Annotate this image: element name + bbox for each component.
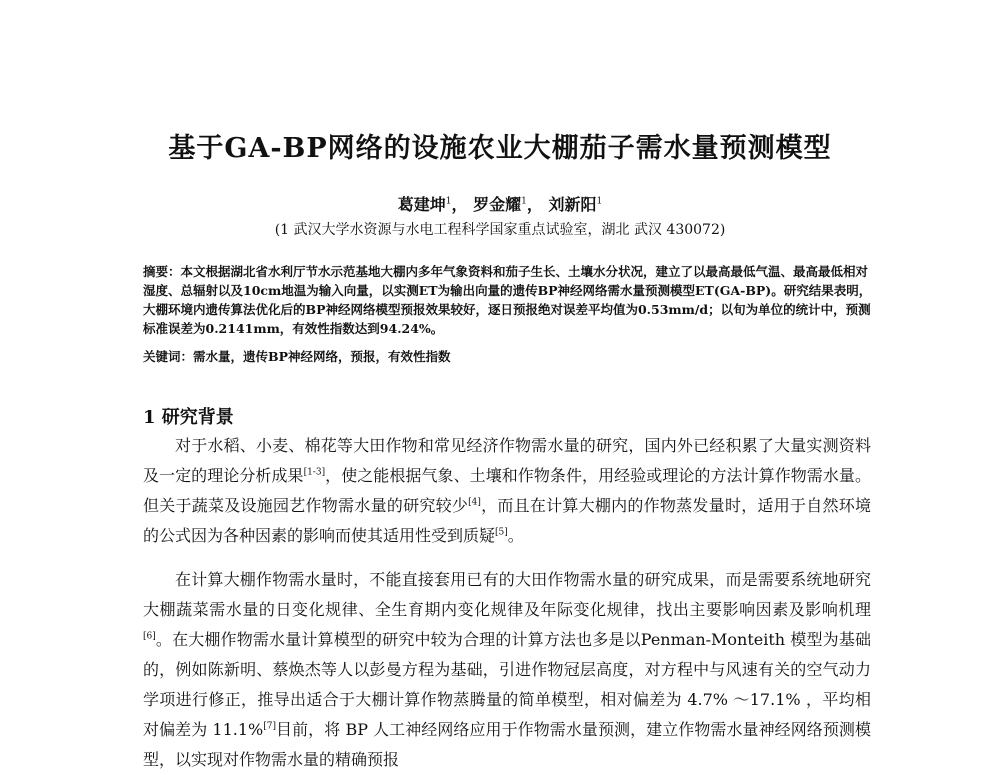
abstract-label: 摘要： xyxy=(143,264,181,279)
body-paragraph xyxy=(143,431,871,551)
author-separator: ， xyxy=(451,195,468,214)
affiliation-marker: 1 xyxy=(445,196,452,207)
citation-ref: [5] xyxy=(495,527,508,538)
abstract-text: 本文根据湖北省水利厅节水示范基地大棚内多年气象资料和茄子生长、土壤水分状况，建立了以最高最低气温、最高最低相对湿度、总辐射以及10cm地温为输入向量，以实测ET为输出向量的遗传BP神经网络需水量预测模型ET(GA-BP)。研究结果表明，大棚环境内遗传算法优化后的BP神经网络模型预报效果较好，逐日预报绝对误差平均值为0.53mm/d；以旬为单位的统计中，预测标准误差为0.2141mm，有效性指数达到94.24%。 xyxy=(143,264,872,336)
affiliation-marker: 1 xyxy=(521,196,527,207)
author-name: 葛建坤 xyxy=(397,195,446,214)
paragraph-text: 。 xyxy=(507,526,524,545)
body-paragraph xyxy=(143,565,871,775)
paragraph-text: 目前，将 BP 人工神经网络应用于作物需水量预测，建立作物需水量神经网络预测模型，以实现对作物需水量的精确预报 xyxy=(143,720,871,769)
abstract xyxy=(143,262,873,338)
author-separator: ， xyxy=(526,195,543,214)
author-list xyxy=(0,192,1000,215)
section-heading: 1 研究背景 xyxy=(143,407,234,428)
paragraph-text: 。在大棚作物需水量计算模型的研究中较为合理的计算方法也多是以Penman-Monteith 模型为基础的，例如陈新明、蔡焕杰等人以彭曼方程为基础，引进作物冠层高度，对方程中与风速有关的空气动力学项进行修正，推导出适合于大棚计算作物蒸腾量的简单模型，相对偏差为 4.7% ～17.1% ，平均相对偏差为 11.1% xyxy=(143,630,871,739)
paragraph-text: ，使之能根据气象、土壤和作物条件，用经验或理论的方法计算作物需水量。但关于蔬菜及设施园艺作物需水量的研究较少 xyxy=(143,466,871,515)
affiliation: (1 武汉大学水资源与水电工程科学国家重点试验室，湖北 武汉 430072) xyxy=(274,222,726,238)
affiliation-marker: 1 xyxy=(596,196,603,207)
citation-ref: [4] xyxy=(468,497,481,508)
paper-title: 基于GA-BP网络的设施农业大棚茄子需水量预测模型 xyxy=(168,133,832,164)
citation-ref: [1-3] xyxy=(303,467,326,478)
citation-ref: [7] xyxy=(263,721,276,732)
keywords-label: 关键词： xyxy=(143,349,194,364)
keywords xyxy=(143,347,873,366)
citation-ref: [6] xyxy=(143,631,156,642)
paragraph-text: 在计算大棚作物需水量时，不能直接套用已有的大田作物需水量的研究成果，而是需要系统地研究大棚蔬菜需水量的日变化规律、全生育期内变化规律及年际变化规律，找出主要影响因素及影响机理 xyxy=(143,570,871,619)
paragraph-text: 对于水稻、小麦、棉花等大田作物和常见经济作物需水量的研究，国内外已经积累了大量实测资料及一定的理论分析成果 xyxy=(143,436,871,485)
keywords-text: 需水量，遗传BP神经网络，预报，有效性指数 xyxy=(193,349,451,364)
author-name: 刘新阳 xyxy=(548,195,597,214)
paragraph-text: ，而且在计算大棚内的作物蒸发量时，适用于自然环境的公式因为各种因素的影响而使其适用性受到质疑 xyxy=(143,496,871,545)
author-name: 罗金耀 xyxy=(473,195,522,214)
